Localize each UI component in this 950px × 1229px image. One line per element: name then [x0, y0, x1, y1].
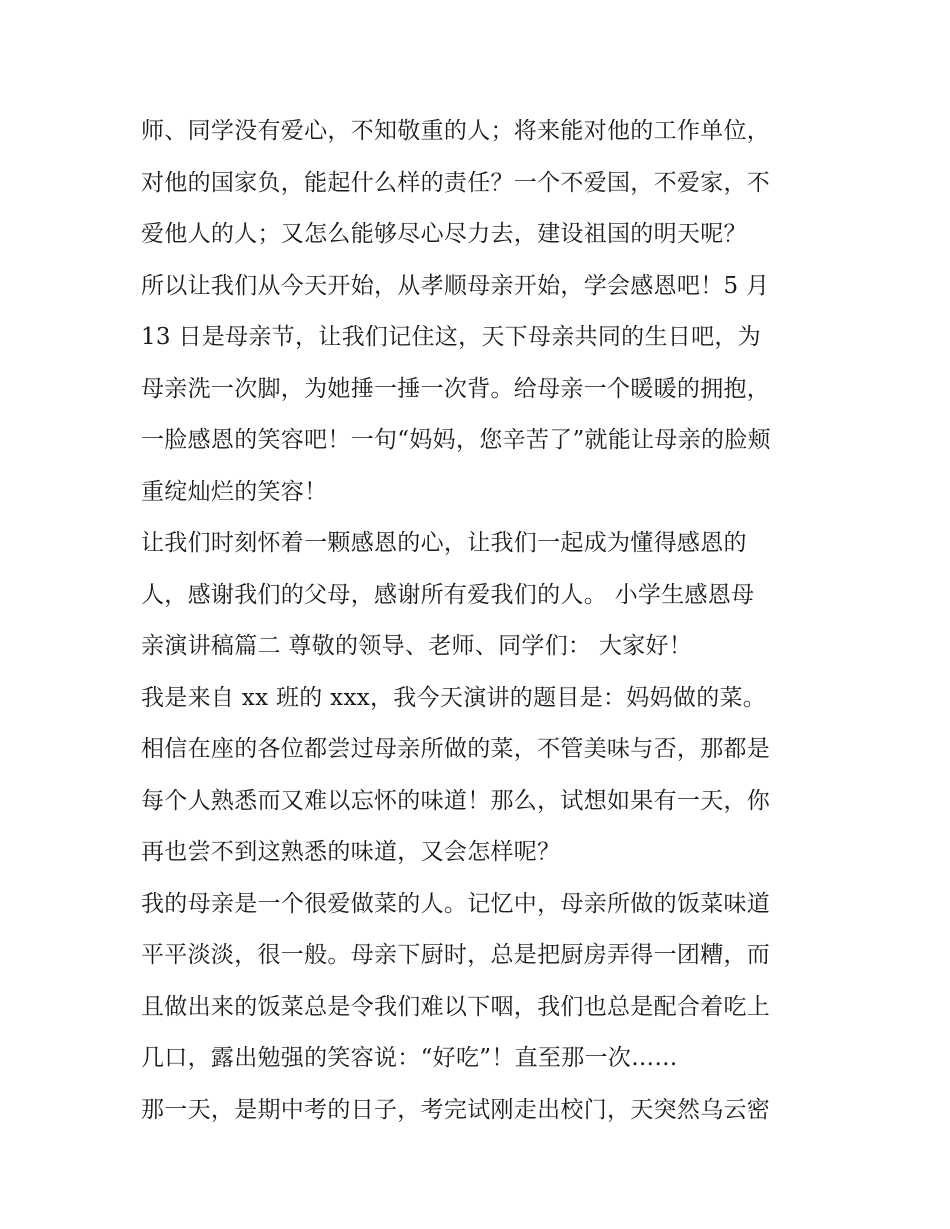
- text-line: 每个人熟悉而又难以忘怀的味道！那么，试想如果有一天，你: [141, 787, 771, 814]
- text-line: 几口，露出勉强的笑容说：“好吃”！直至那一次……: [141, 1045, 678, 1071]
- text-line: 13 日是母亲节，让我们记住这，天下母亲共同的生日吧，为: [141, 324, 761, 350]
- text-line: 爱他人的人；又怎么能够尽心尽力去，建设祖国的明天呢？: [141, 221, 747, 247]
- text-line: 所以让我们从今天开始，从孝顺母亲开始，学会感恩吧！5 月: [141, 272, 770, 299]
- text-line: 亲演讲稿篇二 尊敬的领导、老师、同学们： 大家好！: [141, 633, 693, 659]
- text-line: 平平淡淡，很一般。母亲下厨时，总是把厨房弄得一团糟，而: [141, 942, 771, 968]
- text-line: 让我们时刻怀着一颗感恩的心，让我们一起成为懂得感恩的: [141, 530, 747, 556]
- text-line: 且做出来的饭菜总是令我们难以下咽，我们也总是配合着吃上: [141, 993, 771, 1020]
- text-line: 人，感谢我们的父母，感谢所有爱我们的人。 小学生感恩母: [141, 581, 755, 608]
- text-line: 相信在座的各位都尝过母亲所做的菜，不管美味与否，那都是: [141, 736, 771, 762]
- text-line: 那一天，是期中考的日子，考完试刚走出校门，天突然乌云密: [141, 1096, 771, 1123]
- text-line: 师、同学没有爱心，不知敬重的人；将来能对他的工作单位，: [141, 118, 771, 144]
- text-line: 一脸感恩的笑容吧！一句“妈妈，您辛苦了”就能让母亲的脸颊: [141, 427, 771, 453]
- text-line: 母亲洗一次脚，为她捶一捶一次背。给母亲一个暖暖的拥抱，: [141, 375, 771, 402]
- text-line: 重绽灿烂的笑容！: [141, 478, 328, 505]
- body-text: [141, 106, 821, 1136]
- text-line: 我是来自 xx 班的 xxx，我今天演讲的题目是：妈妈做的菜。: [141, 684, 767, 711]
- text-line: 再也尝不到这熟悉的味道，又会怎样呢？: [141, 839, 561, 865]
- text-line: 我的母亲是一个很爱做菜的人。记忆中，母亲所做的饭菜味道: [141, 890, 771, 917]
- text-line: 对他的国家负，能起什么样的责任？一个不爱国，不爱家，不: [141, 169, 771, 196]
